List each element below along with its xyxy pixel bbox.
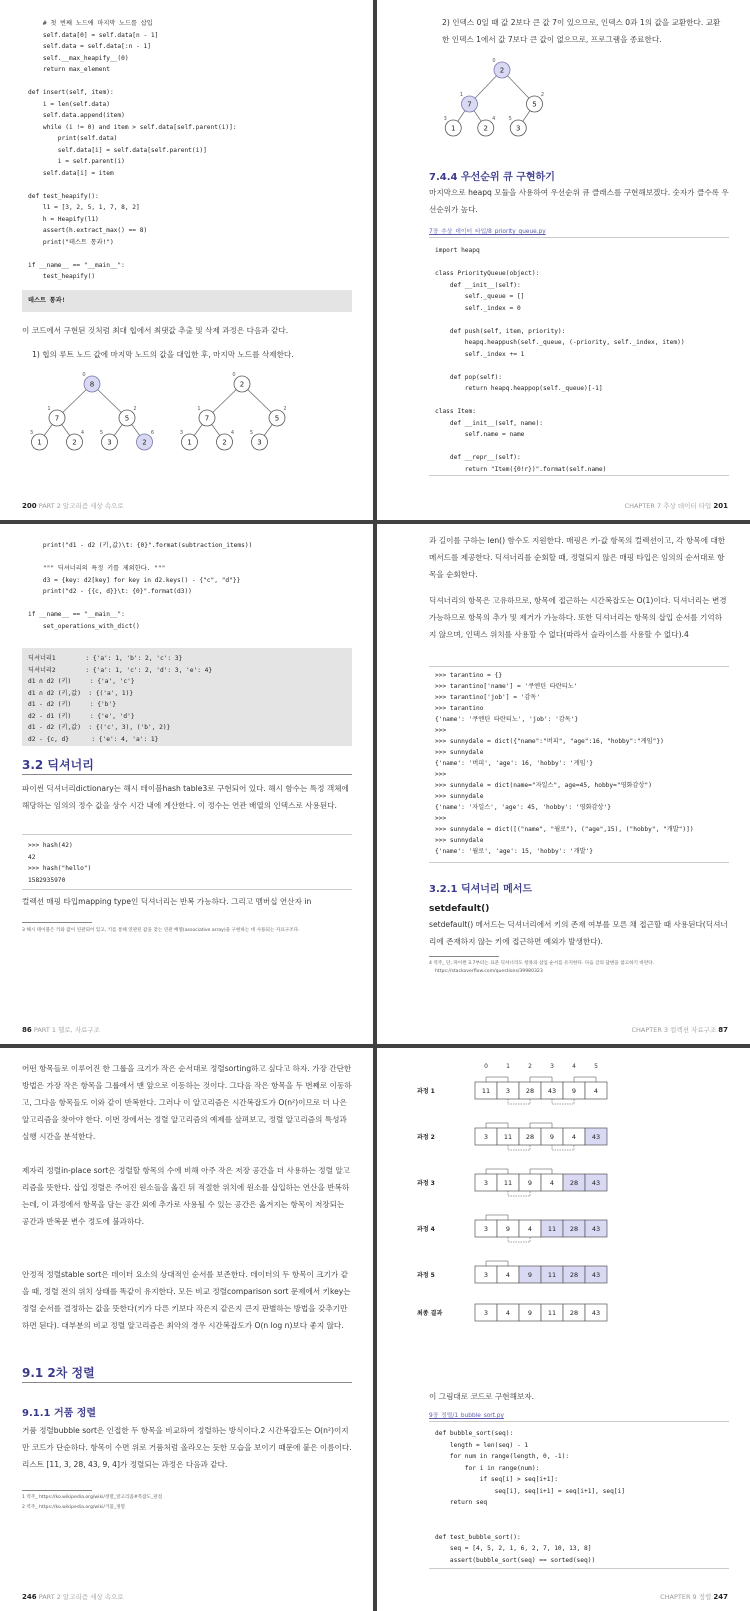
footer xyxy=(625,501,728,510)
code-line: print("d2 - {{c, d}}\t: {0}".format(d3)) xyxy=(28,588,192,595)
tree-node-index: 2 xyxy=(540,92,545,98)
footnote-rule xyxy=(429,956,499,957)
code-line: {'name': '자일스', 'age': 45, 'hobby': '영화감상'} xyxy=(435,804,611,811)
code-line: {'name': '윌로', 'age': 15, 'hobby': '개발'} xyxy=(435,848,594,855)
array-cell-value: 9 xyxy=(505,1225,511,1233)
array-cell-value: 28 xyxy=(525,1133,535,1141)
section-heading: 3.2.1 딕셔너리 메서드 xyxy=(429,884,533,895)
section-heading: 9.1 2차 정렬 xyxy=(22,1366,95,1380)
array-cell-value: 28 xyxy=(569,1179,579,1187)
step-label: 과정 1 xyxy=(417,1088,435,1095)
footnote: 1 역주_ https://ko.wikipedia.org/wiki/정렬_알고리즘#복잡도_관점 xyxy=(22,1495,163,1500)
tree-node-index: 4 xyxy=(230,430,235,436)
footer xyxy=(22,1592,124,1601)
comparison-bracket xyxy=(486,1261,508,1266)
array-cell-value: 28 xyxy=(569,1309,579,1317)
code-line: return max_element xyxy=(28,66,110,73)
code-block xyxy=(435,245,685,475)
code-line xyxy=(435,441,685,453)
code-line: >>> tarantino xyxy=(435,705,484,712)
code-line: def push(self, item, priority): xyxy=(435,327,566,335)
code-line: >>> xyxy=(435,771,447,778)
code-line: {'name': '버피', 'age': 16, 'hobby': '게임'} xyxy=(435,760,594,767)
code-line: i = len(self.data) xyxy=(28,100,110,108)
array-cell-value: 3 xyxy=(483,1225,489,1233)
array-cell-value: 9 xyxy=(571,1087,577,1095)
code-line: >>> hash("hello") xyxy=(28,865,92,872)
code-block xyxy=(28,540,252,632)
page-number: 247 xyxy=(713,1593,728,1601)
code-line: l1 = [3, 2, 5, 1, 7, 8, 2] xyxy=(28,204,140,211)
code-rule xyxy=(429,862,729,863)
paragraph: 파이썬 딕셔너리dictionary는 해시 테이블hash table3로 구현되어 있다. 해시 함수는 특정 객체에 해당하는 임의의 정수 값을 상수 시간 내에 계산한다. 이 정수는 연관 배열의 인덱스로 사용된다. xyxy=(22,784,349,810)
tree-node-value: 1 xyxy=(37,438,42,447)
heap-diagram xyxy=(22,372,352,452)
code-line xyxy=(435,1509,625,1521)
code-line: # 첫 번째 노드에 마지막 노드를 삽입 xyxy=(28,20,153,27)
code-line: while (i != 0) and item > self.data[self.parent(i)]: xyxy=(28,123,237,131)
code-line: self.data[i] = self.data[self.parent(i)] xyxy=(28,146,207,154)
array-cell-value: 11 xyxy=(547,1225,557,1233)
tree-node-value: 5 xyxy=(532,100,537,109)
code-line: self.data[i] = item xyxy=(28,169,114,177)
footer-text: PART 2 알고리즘 세상 속으로 xyxy=(38,502,124,510)
step-label: 과정 3 xyxy=(417,1180,435,1187)
footnote: 4 역주_ 단, 파이썬 3.7부터는 표준 딕셔너리도 항목의 삽입 순서를 유지한다. 다음 글의 답변을 참고하기 바란다. xyxy=(429,961,655,966)
footer-text: CHAPTER 3 컬렉션 자료구조 xyxy=(631,1026,717,1034)
file-label: 9장_정렬/1_bubble_sort.py xyxy=(429,1413,504,1419)
tree-node-value: 5 xyxy=(274,414,280,423)
array-cell-value: 11 xyxy=(503,1133,513,1141)
paragraph: 마지막으로 heapq 모듈을 사용하여 우선순위 큐 클래스를 구현해보겠다. 숫자가 클수록 우선순위가 높다. xyxy=(429,188,729,214)
column-index: 2 xyxy=(528,1063,532,1070)
tree-node-index: 5 xyxy=(99,430,104,436)
tree-node-index: 0 xyxy=(232,372,236,378)
code-line: seq[i], seq[i+1] = seq[i+1], seq[i] xyxy=(435,1487,625,1495)
tree-node-index: 1 xyxy=(47,406,51,412)
code-line: def __init__(self, name): xyxy=(435,419,544,427)
code-line: 42 xyxy=(28,853,36,861)
paragraph: 이 그림대로 코드로 구현해보자. xyxy=(429,1392,535,1401)
code-line: for num in range(length, 0, -1): xyxy=(435,1453,570,1460)
paragraph: 컬렉션 매핑 타입mapping type인 딕셔너리는 반복 가능하다. 그리고 멤버십 연산자 in xyxy=(22,897,312,906)
code-line: if seq[i] > seq[i+1]: xyxy=(435,1476,558,1483)
footnote: 2 역주_ https://ko.wikipedia.org/wiki/거품_정렬 xyxy=(22,1505,125,1510)
code-line: assert(bubble_sort(seq) == sorted(seq)) xyxy=(435,1556,596,1564)
code-line: >>> hash(42) xyxy=(28,842,73,849)
output-line: 딕셔너리2 : {'a': 1, 'c': 2, 'd': 3, 'e': 4} xyxy=(28,666,213,674)
code-line xyxy=(28,76,237,88)
code-line: import heapq xyxy=(435,247,480,254)
tree-node-value: 1 xyxy=(451,124,456,133)
comparison-bracket xyxy=(508,1099,530,1104)
output-line: d1 ∩ d2 (키,값) : {('a', 1)} xyxy=(28,689,134,697)
output-box xyxy=(22,648,352,746)
code-line: 1582935970 xyxy=(28,876,66,884)
method-heading: setdefault() xyxy=(429,904,490,914)
tree-node-index: 6 xyxy=(150,430,155,436)
code-line: i = self.parent(i) xyxy=(28,158,125,165)
step-label: 과정 5 xyxy=(417,1272,435,1279)
array-cell-value: 11 xyxy=(481,1087,491,1095)
code-block xyxy=(28,840,91,886)
array-cell-value: 11 xyxy=(547,1271,557,1279)
output-line: d2 - {c, d} : {'e': 4, 'a': 1} xyxy=(28,735,159,743)
array-cell-value: 9 xyxy=(549,1133,555,1141)
tree-node-value: 2 xyxy=(483,124,488,133)
page-number: 246 xyxy=(22,1593,37,1601)
code-line: for i in range(num): xyxy=(435,1464,540,1472)
code-line: >>> xyxy=(435,727,447,734)
array-cell-value: 11 xyxy=(503,1179,513,1187)
code-line: >>> sunnydale xyxy=(435,749,484,756)
array-cell-value: 4 xyxy=(505,1309,511,1317)
tree-node-value: 2 xyxy=(239,380,245,389)
array-cell-value: 9 xyxy=(527,1179,533,1187)
tree-node-value: 2 xyxy=(142,438,147,447)
array-cell-value: 43 xyxy=(591,1309,601,1317)
comparison-bracket xyxy=(530,1077,552,1082)
code-line: assert(h.extract_max() == 8) xyxy=(28,227,148,234)
code-block xyxy=(28,18,237,283)
array-cell-value: 43 xyxy=(591,1271,601,1279)
tree-node-value: 8 xyxy=(89,380,95,389)
tree-node-value: 3 xyxy=(107,438,112,447)
code-line: heapq.heappush(self._queue, (-priority, self._index, item)) xyxy=(435,339,685,346)
array-cell-value: 28 xyxy=(569,1225,579,1233)
code-line: test_heapify() xyxy=(28,273,96,280)
column-index: 0 xyxy=(484,1063,488,1070)
array-cell-value: 4 xyxy=(527,1225,533,1233)
page-number: 87 xyxy=(718,1026,728,1034)
code-line: print("테스트 통과!") xyxy=(28,238,114,246)
output-line: d1 - d2 (키) : {'b'} xyxy=(28,701,116,708)
array-cell-value: 43 xyxy=(547,1087,557,1095)
comparison-bracket xyxy=(552,1145,574,1150)
code-rule xyxy=(22,889,352,890)
code-block xyxy=(435,1428,625,1566)
code-line: >>> sunnydale xyxy=(435,793,484,800)
array-cell-value: 28 xyxy=(525,1087,535,1095)
tree-node-value: 2 xyxy=(72,438,77,447)
column-index: 5 xyxy=(594,1063,598,1070)
code-line: >>> tarantino['name'] = '쿠엔틴 타란티노' xyxy=(435,683,578,690)
comparison-bracket xyxy=(486,1077,508,1082)
step-label: 과정 4 xyxy=(417,1226,435,1233)
code-line: def test_bubble_sort(): xyxy=(435,1533,521,1541)
footer xyxy=(22,1025,100,1034)
code-line xyxy=(28,598,252,610)
code-line: length = len(seq) - 1 xyxy=(435,1441,529,1449)
code-line xyxy=(28,248,237,260)
tree-node-value: 1 xyxy=(187,438,192,447)
code-line xyxy=(435,1520,625,1532)
comparison-bracket xyxy=(574,1077,596,1082)
step-label: 최종 결과 xyxy=(417,1310,443,1317)
code-line: class PriorityQueue(object): xyxy=(435,270,540,277)
code-rule xyxy=(429,666,729,667)
array-cell-value: 28 xyxy=(569,1271,579,1279)
page-number: 200 xyxy=(22,502,37,510)
output-line: d1 ∩ d2 (키) : {'a', 'c'} xyxy=(28,678,135,685)
tree-node-index: 4 xyxy=(80,430,85,436)
tree-node-index: 2 xyxy=(133,406,137,412)
code-line: h = Heapify(l1) xyxy=(28,215,99,223)
column-index: 4 xyxy=(572,1063,576,1070)
tree-node-index: 1 xyxy=(459,92,464,98)
heading-rule xyxy=(22,1382,352,1383)
code-line: print(self.data) xyxy=(28,135,118,142)
array-cell-value: 3 xyxy=(483,1179,489,1187)
step-text: 2) 인덱스 0일 때 값 2보다 큰 값 7이 있으므로, 인덱스 0과 1의 값을 교환한다. 교환한 인덱스 1에서 값 7보다 큰 값이 없으므로, 프로그램을 종료한다. xyxy=(442,18,721,44)
paragraph: 거품 정렬bubble sort은 인접한 두 항목을 비교하여 정렬하는 방식이다.2 시간복잡도는 O(n²)이지만 코드가 단순하다. 항목이 수면 위로 거품처럼 올라오는 듯한 모습을 보이기 때문에 붙은 이름이다. 리스트 [11, 3, 28, 43, 9, 4]가 정렬되는 과정은 다음과 같다. xyxy=(22,1426,352,1469)
page-201 xyxy=(377,0,750,520)
output-line: d1 - d2 (키,값) : {('c', 3), ('b', 2)} xyxy=(28,724,171,731)
code-line xyxy=(435,360,685,372)
code-line: class Item: xyxy=(435,408,476,415)
code-line: seq = [4, 5, 2, 1, 6, 2, 7, 10, 13, 8] xyxy=(435,1545,592,1552)
comparison-bracket xyxy=(508,1145,530,1150)
code-line: >>> sunnydale = dict([("name", "윌로"), ("age",15), ("hobby", "개발")]) xyxy=(435,826,694,833)
array-cell-value: 4 xyxy=(505,1271,511,1279)
comparison-bracket xyxy=(552,1099,574,1104)
code-line xyxy=(435,314,685,326)
page-number: 201 xyxy=(713,502,728,510)
code-line: d3 = {key: d2[key] for key in d2.keys() - {"c", "d"}} xyxy=(28,576,241,584)
paragraph: 이 코드에서 구현된 것처럼 최대 힙에서 최댓값 추출 및 삭제 과정은 다음과 같다. xyxy=(22,326,289,335)
array-cell-value: 4 xyxy=(571,1133,577,1141)
column-index: 1 xyxy=(506,1063,510,1070)
code-line: def bubble_sort(seq): xyxy=(435,1430,514,1437)
code-line: {'name': '쿠엔틴 타란티노', 'job': '감독'} xyxy=(435,716,579,723)
code-line: return seq xyxy=(435,1499,488,1506)
footer-text: CHAPTER 7 추상 데이터 타입 xyxy=(624,502,712,510)
comparison-bracket xyxy=(486,1123,508,1128)
tree-node-value: 5 xyxy=(124,414,130,423)
code-line: self.data = self.data[:n - 1] xyxy=(28,43,151,50)
array-cell-value: 4 xyxy=(549,1179,555,1187)
heap-diagram xyxy=(437,58,567,138)
array-cell-value: 11 xyxy=(547,1309,557,1317)
code-line: def __repr__(self): xyxy=(435,454,521,461)
footer-text: PART 2 알고리즘 세상 속으로 xyxy=(38,1593,124,1601)
code-line: self._index = 0 xyxy=(435,304,521,312)
paragraph: 어떤 항목들로 이루어진 한 그룹을 크기가 작은 순서대로 정렬sorting하고 싶다고 하자. 가장 간단한 방법은 가장 작은 항목을 그룹에서 맨 앞으로 이동하는 것이다. 그다음 작은 항목을 두 번째로 이동하고, 그다음 항목들도 이와 같이 반복한다. 그러나 이 알고리즘은 시간복잡도가 O(n²)이므로 더 나은 알고리즘을 찾아야 한다. 이번 장에서는 정렬 알고리즘의 예제를 살펴보고, 정렬 알고리즘의 특성과 실행 시간을 분석한다. xyxy=(22,1064,352,1141)
tree-node-value: 7 xyxy=(204,414,210,423)
step-text: 1) 힙의 루트 노드 값에 마지막 노드의 값을 대입한 후, 마지막 노드를 삭제한다. xyxy=(32,350,294,359)
comparison-bracket xyxy=(530,1123,552,1128)
code-rule xyxy=(22,834,352,835)
output-box xyxy=(22,290,352,312)
footer-text: CHAPTER 9 정렬 xyxy=(660,1593,712,1601)
array-cell-value: 9 xyxy=(527,1271,533,1279)
tree-node-value: 2 xyxy=(499,66,505,75)
page-86 xyxy=(0,524,373,1044)
file-label: 7장_추상_데이터_타입/8_priority_queue.py xyxy=(429,229,546,235)
tree-node-value: 7 xyxy=(467,100,472,109)
paragraph: 딕셔너리의 항목은 고유하므로, 항목에 접근하는 시간복잡도는 O(1)이다. 딕셔너리는 변경 가능하므로 항목의 추가 및 제거가 가능하다. 또한 딕셔너리는 항목의 삽입 순서를 기억하지 않으며, 인덱스 위치를 사용할 수 없다(따라서 슬라이스를 사용할 수 없다).4 xyxy=(429,596,727,639)
tree-node-index: 3 xyxy=(29,430,34,436)
page-247 xyxy=(377,1048,750,1611)
array-cell-value: 43 xyxy=(591,1179,601,1187)
footnote-rule xyxy=(22,922,92,923)
page-200 xyxy=(0,0,373,520)
code-line: """ 딕셔너리의 특정 키를 제외한다. """ xyxy=(28,565,166,572)
code-line: def __init__(self): xyxy=(435,281,521,289)
footer xyxy=(631,1025,728,1034)
paragraph: 제자리 정렬in-place sort은 정렬할 항목의 수에 비해 아주 작은 저장 공간을 더 사용하는 정렬 알고리즘을 뜻한다. 삽입 정렬은 주어진 원소들을 옮긴 뒤 적절한 위치에 원소를 삽입하는 연산을 반복하는데, 이 과정에서 항목을 담는 공간 외에 추가로 사용될 수 있는 공간은 옮겨지는 항목이 저장되는 공간과 반복문 변수 정도에 불과하다. xyxy=(22,1166,350,1226)
array-cell-value: 4 xyxy=(593,1087,599,1095)
paragraph: 과 길이를 구하는 len() 함수도 지원한다. 매핑은 키-값 항목의 컬렉션이고, 각 항목에 대한 메서드를 제공한다. 딕셔너리를 순회할 때, 정렬되지 않은 매핑 타입은 임의의 순서대로 항목을 순회한다. xyxy=(429,536,726,579)
code-line xyxy=(28,179,237,191)
array-cell-value: 3 xyxy=(483,1133,489,1141)
tree-node-index: 4 xyxy=(492,116,496,122)
code-line: >>> tarantino['job'] = '감독' xyxy=(435,694,541,701)
footer xyxy=(660,1592,728,1601)
footnote-url: https://stackoverflow.com/questions/39980323 xyxy=(435,969,543,974)
section-heading: 3.2 딕셔너리 xyxy=(22,758,94,772)
code-line xyxy=(435,257,685,269)
output-text: 테스트 통과! xyxy=(28,297,66,304)
code-line: >>> sunnydale xyxy=(435,837,484,844)
code-line: self._index += 1 xyxy=(435,350,525,358)
comparison-bracket xyxy=(486,1169,508,1174)
array-cell-value: 9 xyxy=(527,1309,533,1317)
code-line: print("d1 - d2 (키,값)\t: {0}".format(subtraction_items)) xyxy=(28,542,253,549)
code-line: >>> tarantino = {} xyxy=(435,672,503,679)
code-rule xyxy=(429,237,729,238)
tree-node-index: 1 xyxy=(197,406,201,412)
footer-text: PART 1 헬로, 자료구조 xyxy=(33,1026,100,1034)
footnote: 3 해시 테이블은 키와 값이 연관되어 있고, 키를 통해 연관된 값을 찾는 연관 배열(associative array)을 구현하는 데 사용되는 자료구조다. xyxy=(22,928,300,933)
page-87 xyxy=(377,524,750,1044)
tree-node-index: 5 xyxy=(508,116,512,122)
column-index: 3 xyxy=(550,1063,554,1070)
page-number: 86 xyxy=(22,1026,32,1034)
code-line: def pop(self): xyxy=(435,373,503,381)
code-line xyxy=(435,395,685,407)
step-label: 과정 2 xyxy=(417,1134,435,1141)
array-cell-value: 43 xyxy=(591,1225,601,1233)
array-cell-value: 3 xyxy=(505,1087,511,1095)
output-text xyxy=(22,648,352,750)
comparison-bracket xyxy=(486,1215,508,1220)
tree-node-index: 0 xyxy=(492,58,496,64)
code-line: >>> xyxy=(435,815,447,822)
section-heading: 7.4.4 우선순위 큐 구현하기 xyxy=(429,172,555,183)
array-cell-value: 3 xyxy=(483,1271,489,1279)
code-line: if __name__ == "__main__": xyxy=(28,261,125,269)
page-246 xyxy=(0,1048,373,1611)
code-block xyxy=(435,670,694,857)
subsection-heading: 9.1.1 거품 정렬 xyxy=(22,1408,97,1419)
tree-node-index: 5 xyxy=(249,430,254,436)
output-line: d2 - d1 (키) : {'e', 'd'} xyxy=(28,712,135,720)
comparison-bracket xyxy=(530,1169,552,1174)
code-line: >>> sunnydale = dict(name="자일스", age=45, hobby="영화감상") xyxy=(435,782,652,789)
heading-rule xyxy=(22,774,352,775)
code-line: set_operations_with_dict() xyxy=(28,622,140,630)
code-line: self.data.append(item) xyxy=(28,112,125,119)
tree-node-value: 3 xyxy=(516,124,521,133)
code-line: self.__max_heapify__(0) xyxy=(28,54,129,62)
code-line: self.name = name xyxy=(435,431,525,438)
array-cell-value: 43 xyxy=(591,1133,601,1141)
code-rule xyxy=(429,1421,729,1422)
tree-node-index: 0 xyxy=(82,372,86,378)
code-line: return "Item({0!r})".format(self.name) xyxy=(435,465,607,473)
code-rule xyxy=(429,475,729,476)
bubble-sort-diagram xyxy=(417,1060,697,1390)
code-line: self.data[0] = self.data[n - 1] xyxy=(28,31,159,39)
comparison-bracket xyxy=(508,1191,530,1196)
footnote-rule xyxy=(22,1490,92,1491)
code-rule xyxy=(429,1568,729,1569)
code-line xyxy=(28,552,252,564)
code-line: >>> sunnydale = dict({"name":"버피", "age":16, "hobby":"게임"}) xyxy=(435,738,664,745)
paragraph: 안정적 정렬stable sort은 데이터 요소의 상대적인 순서를 보존한다. 데이터의 두 항목이 크기가 같을 때, 정렬 전의 위치 상태를 똑같이 유지한다. 모든 비교 정렬comparison sort 문제에서 키key는 정렬 순서를 결정하는 값을 뜻한다(키가 다른 키보다 작은지 같은지 큰지 판별하는 방법을 갖추기만 하면 된다). 대부분의 비교 정렬 알고리즘은 최악의 경우 시간복잡도가 O(n log n)보다 좋지 않다. xyxy=(22,1270,351,1330)
code-line: if __name__ == "__main__": xyxy=(28,611,125,618)
tree-node-value: 7 xyxy=(54,414,60,423)
tree-node-index: 3 xyxy=(179,430,184,436)
array-cell-value: 3 xyxy=(483,1309,489,1317)
tree-node-index: 3 xyxy=(443,116,447,122)
output-line: 딕셔너리1 : {'a': 1, 'b': 2, 'c': 3} xyxy=(28,655,183,662)
comparison-bracket xyxy=(508,1237,530,1242)
code-line: def insert(self, item): xyxy=(28,89,114,96)
tree-node-value: 3 xyxy=(257,438,262,447)
footer xyxy=(22,501,124,510)
tree-node-index: 2 xyxy=(283,406,287,412)
code-line: def test_heapify(): xyxy=(28,192,99,200)
code-line: self._queue = [] xyxy=(435,293,525,300)
paragraph: setdefault() 메서드는 딕셔너리에서 키의 존재 여부를 모른 채 접근할 때 사용된다(딕셔너리에 존재하지 않는 키에 접근하면 예외가 발생한다). xyxy=(429,920,728,946)
tree-node-value: 2 xyxy=(222,438,227,447)
code-line: return heapq.heappop(self._queue)[-1] xyxy=(435,385,603,392)
